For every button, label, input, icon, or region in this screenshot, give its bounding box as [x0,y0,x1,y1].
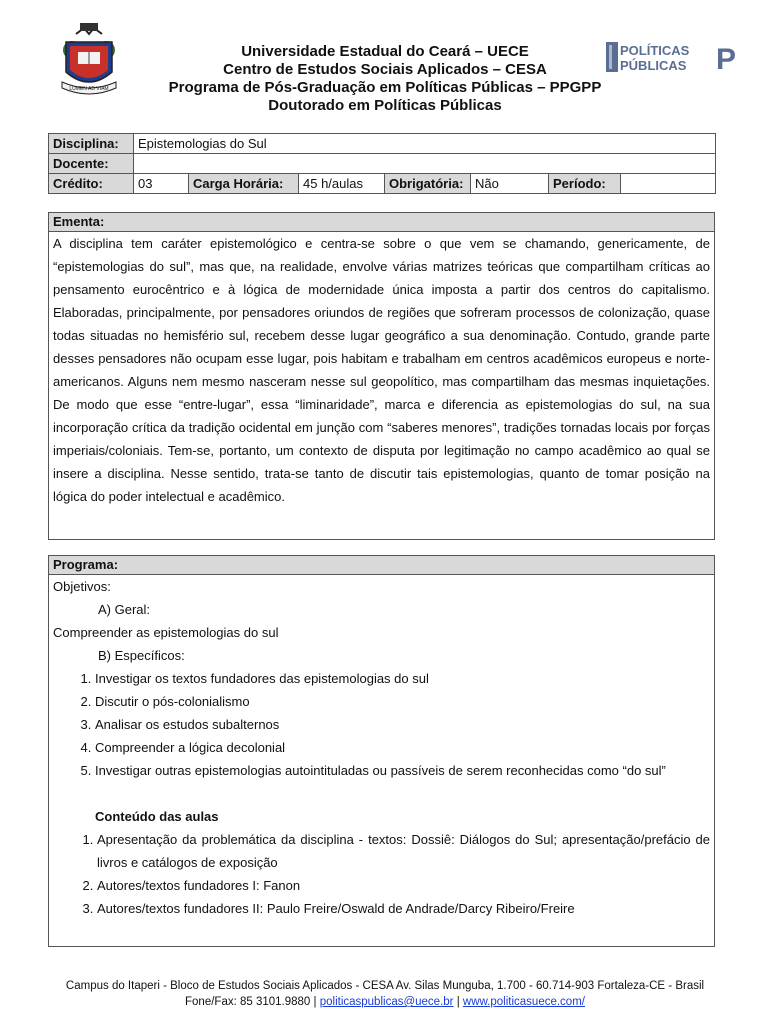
uece-crest-logo [56,20,122,102]
course-name: Doutorado em Políticas Públicas [268,97,502,114]
footer-address: Campus do Itaperi - Bloco de Estudos Sociais Aplicados - CESA Av. Silas Munguba, 1.700 - 60.714-903 Fortaleza-CE - Brasil [65,980,705,992]
university-name: Universidade Estadual do Ceará – UECE [241,43,529,60]
docente-value [134,154,716,174]
credito-label: Crédito: [49,174,134,194]
list-item: 5. Investigar outras epistemologias autointituladas ou passíveis de serem reconhecidas como “do sul” [95,759,710,782]
footer-phone: Fone/Fax: 85 3101.9880 | [185,996,317,1008]
docente-label: Docente: [49,154,134,174]
ementa-section [48,212,715,540]
obrigatoria-value: Não [471,174,549,194]
footer-contact [40,994,730,1010]
periodo-label: Período: [549,174,621,194]
course-info-table [48,133,716,194]
ementa-text: A disciplina tem caráter epistemológico e centra-se sobre o que vem se chamando, genericamente, de “epistemologias do sul”, mas que, na realidade, envolve várias matrizes teóricas que compartilham críticas ao pensamento eurocêntrico e à lógica de modernidade única imposta a partir dos centros do capitalismo. Elaboradas, principalmente, por pensadores oriundos de regiões que sofreram processos de colonização, quase todas situadas no hemisfério sul, recebem desse lugar geográfico a sua denominação. Contudo, grande parte desses pensadores não ocupam esse lugar, pois habitam e trabalham em centros acadêmicos europeus e norte-americanos. Alguns nem mesmo nasceram nesse sul geopolítico, mas compartilham das mesmas inquietações. De modo que esse “entre-lugar”, essa “liminaridade”, marca e diferencia as epistemologias do sul, na sua incorporação crítica da tradição ocidental em junção com “saberes menores”, tradições tornadas locais por forças imperiais/coloniais. Tem-se, portanto, um contexto de disputa por legitimação no campo acadêmico ao qual se insere a disciplina. Nesse sentido, trata-se tanto de discutir tais epistemologias, quanto de tomar posição na lógica do poder intelectual e acadêmico. [53,236,710,504]
geral-label: A) Geral: [98,602,151,617]
obrigatoria-label: Obrigatória: [385,174,471,194]
objetivos-label: Objetivos: [53,579,111,594]
docente-row [49,154,716,174]
list-item: 1. Apresentação da problemática da disciplina - textos: Dossiê: Diálogos do Sul; apresentação/prefácio de livros e catálogos de exposição [97,828,710,874]
carga-horaria-label: Carga Horária: [189,174,299,194]
disciplina-label: Disciplina: [49,134,134,154]
disciplina-value: Epistemologias do Sul [134,134,716,154]
geral-text: Compreender as epistemologias do sul [53,625,279,640]
list-item: 3. Analisar os estudos subalternos [95,713,710,736]
disciplina-row [49,134,716,154]
page-footer [40,978,730,1010]
credito-row [49,174,716,194]
svg-text:LUMEN AD VIAM: LUMEN AD VIAM [69,86,109,92]
politicas-publicas-logo [606,42,744,72]
programa-title: Programa: [49,556,714,575]
especificos-label: B) Específicos: [98,648,185,663]
list-item: 3. Autores/textos fundadores II: Paulo Freire/Oswald de Andrade/Darcy Ribeiro/Freire [97,897,710,920]
programa-section [48,555,715,947]
carga-horaria-value: 45 h/aulas [299,174,385,194]
footer-separator: | [456,996,460,1008]
credito-value: 03 [134,174,189,194]
footer-site-link[interactable]: www.politicasuece.com/ [462,996,585,1008]
list-item: 4. Compreender a lógica decolonial [95,736,710,759]
footer-email-link[interactable]: politicaspublicas@uece.br [319,996,454,1008]
document-header [130,43,640,115]
conteudo-title: Conteúdo das aulas [95,809,219,824]
svg-text:P: P [716,43,737,72]
list-item: 1. Investigar os textos fundadores das epistemologias do sul [95,667,710,690]
svg-text:PÚBLICAS: PÚBLICAS [620,58,687,72]
center-name: Centro de Estudos Sociais Aplicados – CESA [223,61,547,78]
especificos-list [53,667,710,782]
svg-text:POLÍTICAS: POLÍTICAS [620,43,690,58]
ementa-title: Ementa: [49,213,714,232]
periodo-value [621,174,716,194]
conteudo-list [53,828,710,920]
list-item: 2. Autores/textos fundadores I: Fanon [97,874,710,897]
program-name: Programa de Pós-Graduação em Políticas Públicas – PPGPP [168,79,602,96]
list-item: 2. Discutir o pós-colonialismo [95,690,710,713]
programa-body [49,575,714,920]
